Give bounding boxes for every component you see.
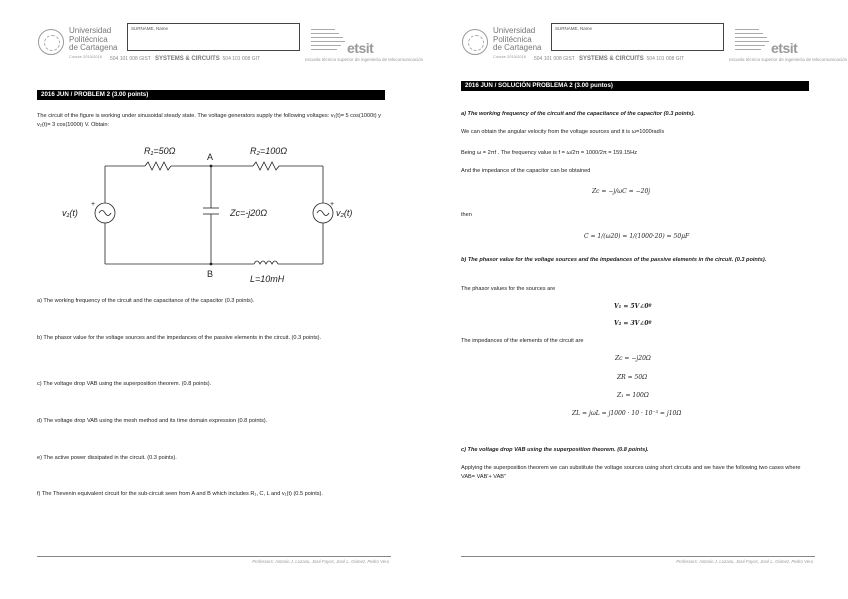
node-b-label: B — [207, 269, 214, 279]
circuit-diagram — [60, 140, 360, 285]
solution-b-z1: Z₁ = 100Ω — [617, 392, 649, 399]
school-logo-word: etsit — [771, 40, 798, 56]
university-name-line-2: Politécnica — [493, 34, 532, 44]
r2-label: R₂=100Ω — [250, 146, 288, 156]
solution-a-eq-impedance: Zc = −j/ωC = −20j — [592, 188, 651, 195]
subject-title: SYSTEMS & CIRCUITS — [155, 56, 220, 62]
solution-c-heading: c) The voltage drop VAB using the superposition theorem. (0.8 points). — [461, 447, 649, 453]
solution-a-heading: a) The working frequency of the circuit and the capacitance of the capacitor (0.3 points). — [461, 111, 696, 117]
solution-a-then: then — [461, 212, 472, 218]
solution-a-text-1: We can obtain the angular velocity from the voltage sources and it is ω=1000rad/s — [461, 129, 665, 135]
university-name-line-3: de Cartagena — [69, 43, 118, 53]
university-name-line-1: Universidad — [493, 26, 536, 35]
solution-b-zc: Zc = −j20Ω — [615, 355, 651, 362]
solution-c-text: Applying the superposition theorem we can substitute the voltage sources using short circuits and we have the following two cases where VAB= VAB'+ VAB'' — [461, 465, 801, 480]
school-logo-subtitle: escuela técnica superior de ingeniería de telecomunicación — [305, 57, 424, 62]
question-e: e) The active power dissipated in the circuit. (0.3 points). — [37, 455, 177, 461]
solution-b-text-2: The impedances of the elements of the circuit are — [461, 338, 584, 344]
school-logo-subtitle: escuela técnica superior de ingeniería de telecomunicación — [729, 57, 848, 62]
solution-b-v1: V₁ = 5V∠0º — [614, 303, 652, 310]
solution-b-zr: ZR = 50Ω — [617, 374, 648, 381]
question-c: c) The voltage drop VAB using the superposition theorem. (0.8 points). — [37, 381, 212, 387]
footer-professors: Professors: Antonio J. Lozano, José Fayos, José L. Gómez, Pedro Vera — [676, 559, 813, 564]
solution-a-eq-capacitance: C = 1/(ω20) = 1/(1000·20) = 50μF — [584, 233, 690, 240]
course-code-2: 504 101 008 GIT — [646, 56, 685, 62]
r1-label: R₁=50Ω — [144, 146, 176, 156]
solution-b-heading: b) The phasor value for the voltage sources and the impedances of the passive elements in the circuit. (0.3 points). — [461, 257, 767, 263]
footer-divider — [461, 556, 815, 557]
question-a: a) The working frequency of the circuit and the capacitance of the capacitor (0.3 points). — [37, 298, 255, 304]
university-name-line-1: Universidad — [69, 26, 112, 35]
footer-professors: Professors: Antonio J. Lozano, José Fayos, José L. Gómez, Pedro Vera — [252, 559, 389, 564]
school-logo — [305, 27, 424, 67]
name-field-label: SURNAME, Name — [131, 26, 169, 31]
v1-label: v₁(t) — [62, 208, 78, 218]
subject-line — [534, 56, 724, 62]
question-f: f) The Thevenin equivalent circuit for the sub-circuit seen from A and B which includes R₁, C, L and v₁(t) (0.5 points). — [37, 491, 323, 497]
course-code: 504 101 008 GIST — [534, 56, 575, 62]
name-field[interactable] — [551, 23, 724, 51]
subject-title: SYSTEMS & CIRCUITS — [579, 56, 644, 62]
course-code-2: 504 101 008 GIT — [222, 56, 261, 62]
name-field-label: SURNAME, Name — [555, 26, 593, 31]
v2-plus: + — [330, 201, 335, 208]
school-logo-word: etsit — [347, 40, 374, 56]
v1-plus: + — [91, 201, 96, 208]
solution-a-text-3: And the impedance of the capacitor can be obtained — [461, 168, 591, 174]
university-name-line-2: Politécnica — [69, 34, 108, 44]
university-seal-icon — [38, 29, 64, 55]
l-label: L=10mH — [250, 274, 285, 284]
problem-intro: The circuit of the figure is working under sinusoidal steady state. The voltage generators supply the following voltages: v₁(t)= 5 cos(1000t) y v₂(t)= 3 cos(1000t) V. Obtain: — [37, 113, 381, 128]
university-seal-icon — [462, 29, 488, 55]
course-label: Course 2015/2016 — [69, 54, 102, 59]
solution-b-zl: ZL = jωL = j1000 · 10 · 10⁻³ = j10Ω — [572, 410, 682, 417]
name-field[interactable] — [127, 23, 300, 51]
solution-a-text-2: Being ω = 2πf . The frequency value is f = ω/2π = 1000/2π = 159.15Hz — [461, 150, 638, 156]
node-a-label: A — [207, 152, 214, 162]
course-code: 504 101 008 GIST — [110, 56, 151, 62]
question-b: b) The phasor value for the voltage sources and the impedances of the passive elements in the circuit. (0.3 points). — [37, 335, 322, 341]
question-d: d) The voltage drop VAB using the mesh method and its time domain expression (0.8 points). — [37, 418, 268, 424]
exam-page-right — [424, 0, 848, 599]
zc-label: Zc=-j20Ω — [230, 208, 268, 218]
problem-title-bar: 2016 JUN / PROBLEM 2 (3.00 points) — [37, 90, 385, 100]
school-logo — [729, 27, 848, 67]
subject-line — [110, 56, 300, 62]
university-name-line-3: de Cartagena — [493, 43, 542, 53]
solution-b-text-1: The phasor values for the sources are — [461, 286, 556, 292]
solution-title-bar: 2016 JUN / SOLUCIÓN PROBLEMA 2 (3.00 puntos) — [461, 81, 809, 91]
v2-label: v₂(t) — [336, 208, 353, 218]
footer-divider — [37, 556, 391, 557]
solution-b-v2: V₂ = 3V∠0º — [614, 320, 652, 327]
course-label: Course 2015/2016 — [493, 54, 526, 59]
